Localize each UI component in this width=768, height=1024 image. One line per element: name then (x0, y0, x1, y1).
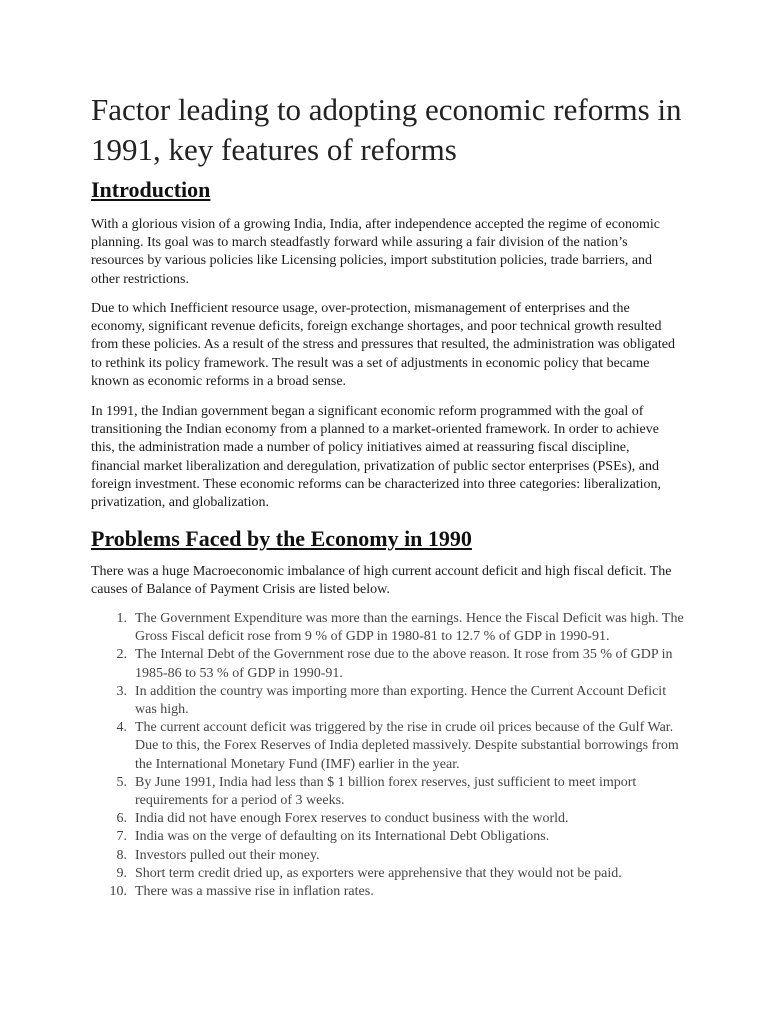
list-item-text: The Internal Debt of the Government rose due to the above reason. It rose from 35 % of GDP in 1985-86 to 53 % of GDP in 1990-91. (135, 647, 673, 681)
list-item (91, 847, 691, 865)
problems-intro-paragraph: There was a huge Macroeconomic imbalance of high current account deficit and high fiscal deficit. The causes of Balance of Payment Crisis are listed below. (91, 564, 672, 598)
introduction-heading: Introduction (91, 177, 211, 202)
list-item (91, 683, 691, 719)
document-title: Factor leading to adopting economic reforms in 1991, key features of reforms (91, 92, 682, 167)
list-item-number: 3. (116, 683, 127, 699)
intro-paragraph-1: With a glorious vision of a growing India, India, after independence accepted the regime of economic planning. Its goal was to march steadfastly forward while assuring a fair division of the nation’s resources by various policies like Licensing policies, import substitution policies, trade barriers, and other restrictions. (91, 217, 660, 287)
problems-heading: Problems Faced by the Economy in 1990 (91, 526, 472, 551)
list-item-number: 2. (116, 647, 127, 663)
list-item (91, 883, 691, 901)
intro-paragraph-3: In 1991, the Indian government began a significant economic reform programmed with the goal of transitioning the Indian economy from a planned to a market-oriented framework. In order to achieve this, the administration made a number of policy initiatives aimed at reassuring fiscal discipline, financial market liberalization and deregulation, privatization of public sector enterprises (PSEs), and foreign investment. These economic reforms can be characterized into three categories: liberalization, privatization, and globalization. (91, 404, 661, 511)
list-item-text: The current account deficit was triggered by the rise in crude oil prices because of the Gulf War. Due to this, the Forex Reserves of India depleted massively. Despite substantial borrowings from the International Monetary Fund (IMF) earlier in the year. (135, 720, 679, 772)
list-item-number: 1. (116, 611, 127, 626)
list-item-text: The Government Expenditure was more than the earnings. Hence the Fiscal Deficit was high. The Gross Fiscal deficit rose from 9 % of GDP in 1980-81 to 12.7 % of GDP in 1990-91. (135, 611, 684, 645)
list-item-number: 5. (116, 774, 127, 790)
list-item (91, 865, 691, 883)
list-item-text: India did not have enough Forex reserves to conduct business with the world. (135, 811, 569, 827)
list-item-number: 7. (116, 829, 127, 845)
list-item (91, 719, 691, 774)
list-item-text: Short term credit dried up, as exporters were apprehensive that they would not be paid. (135, 865, 622, 881)
intro-paragraph-2: Due to which Inefficient resource usage, over-protection, mismanagement of enterprises and the economy, significant revenue deficits, foreign exchange shortages, and poor technical growth resulted from these policies. As a result of the stress and pressures that resulted, the administration was obligated to rethink its policy framework. The result was a set of adjustments in economic policy that became known as economic reforms in a broad sense. (91, 301, 675, 389)
list-item-text: There was a massive rise in inflation rates. (135, 884, 374, 900)
list-item (91, 774, 691, 810)
list-item (91, 810, 691, 828)
list-item (91, 610, 691, 646)
list-item (91, 828, 691, 846)
list-item-number: 6. (116, 811, 127, 827)
list-item-number: 8. (116, 847, 127, 863)
causes-list (91, 610, 691, 901)
list-item-text: By June 1991, India had less than $ 1 billion forex reserves, just sufficient to meet import requirements for a period of 3 weeks. (135, 774, 637, 809)
list-item (91, 646, 691, 682)
list-item-text: India was on the verge of defaulting on its International Debt Obligations. (135, 829, 550, 845)
list-item-text: In addition the country was importing more than exporting. Hence the Current Account Deficit was high. (135, 683, 667, 718)
list-item-number: 4. (116, 720, 127, 736)
list-item-number: 10. (109, 884, 127, 900)
list-item-number: 9. (116, 865, 127, 881)
list-item-text: Investors pulled out their money. (135, 847, 320, 863)
